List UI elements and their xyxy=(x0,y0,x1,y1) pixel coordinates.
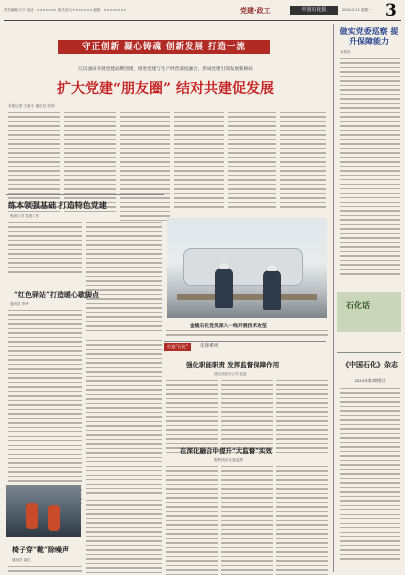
lead-banner: 守正创新 凝心铸魂 创新发展 打造一流 xyxy=(58,40,270,54)
header-meta: 责任编辑/王兴 电话：××××××× 版式设计/××××××× 邮箱：×××××××× xyxy=(4,8,127,12)
feature-story-1-title: 强化职能职责 发挥监督保障作用 xyxy=(186,361,280,369)
side-story-body xyxy=(340,58,400,278)
column-story-2-title: “红色驿站”打造暖心歇脚点 xyxy=(14,290,100,299)
column-story-3-body-b xyxy=(86,500,162,575)
section-title: 党建·政工 xyxy=(240,7,271,15)
column-story-1-body-a xyxy=(8,222,82,276)
side-photo xyxy=(337,292,401,332)
magazine-rule xyxy=(337,352,401,353)
side-logo: 石化话 xyxy=(346,301,370,310)
column-story-3-title: 椅子穿“靴”除噪声 xyxy=(12,545,70,554)
lead-byline: 本报记者 王新宇 通讯员 张明 xyxy=(8,104,55,108)
lead-subhead: 江汉油田开展党建品牌创建，推进党建与生产经营深度融合，形成党建引领发展新格局 xyxy=(78,67,253,72)
feature-story-2-body-c xyxy=(276,466,328,575)
issue-date: 2024.3.11 星期一 xyxy=(342,8,372,12)
series-tag-title: 先锋系列 xyxy=(200,344,219,349)
section-divider xyxy=(6,194,164,195)
feature-story-1-body-a xyxy=(166,380,218,456)
lead-body-col-5 xyxy=(228,112,276,211)
news-photo-small xyxy=(6,485,81,537)
lead-headline: 扩大党建“朋友圈” 结对共建促发展 xyxy=(57,81,274,97)
column-story-2-body-b xyxy=(86,340,162,497)
lead-body-col-6 xyxy=(280,112,326,211)
feature-story-1-body-c xyxy=(276,380,328,456)
magazine-subtitle: 2024年第3期要目 xyxy=(354,378,386,383)
worker-figure xyxy=(263,270,281,310)
series-tag-label: 打造“石化” xyxy=(164,343,191,351)
side-story-author: 本报讯 xyxy=(340,50,351,54)
column-story-3-body-a xyxy=(8,566,82,575)
feature-story-2-body-a xyxy=(166,466,218,575)
lead-body-col-4 xyxy=(174,112,224,211)
feature-story-2-title: 在深化融合中提升“大监督”实效 xyxy=(180,447,272,455)
feature-story-2-body-b xyxy=(221,466,273,575)
column-story-2-body-a xyxy=(8,310,82,507)
sidebar-divider xyxy=(333,24,334,572)
masthead-logo: 中国石化报 xyxy=(290,6,338,15)
column-story-1-title: 练本领强基础 打造特色党建 xyxy=(8,200,107,210)
page-header xyxy=(4,3,401,21)
series-tag-bar xyxy=(164,341,326,351)
magazine-title: 《中国石化》杂志 xyxy=(342,360,398,369)
feature-story-1-body-b xyxy=(221,380,273,456)
column-story-1-body-b xyxy=(86,222,162,334)
side-story-title: 做实党委巡察 提升保障能力 xyxy=(339,27,399,46)
column-story-3-sub: 通讯员 周红 xyxy=(12,558,31,562)
news-photo-main xyxy=(167,218,327,318)
page-number: 3 xyxy=(385,1,397,21)
photo-caption-text xyxy=(166,330,328,339)
magazine-contents xyxy=(340,388,400,563)
feature-story-2-sub: 胜利油田 纪检监察 xyxy=(214,458,244,462)
feature-story-1-sub: 西北油田分公司 纪委 xyxy=(214,372,247,376)
column-story-1-sub: 集团公司 党建工作 xyxy=(10,214,40,218)
photo-caption: 金陵石化党员深入一线开展技术攻坚 xyxy=(190,324,267,329)
column-story-2-sub: 通讯员 李华 xyxy=(10,302,29,306)
worker-figure xyxy=(215,268,233,308)
lead-body-col-3 xyxy=(120,112,170,224)
